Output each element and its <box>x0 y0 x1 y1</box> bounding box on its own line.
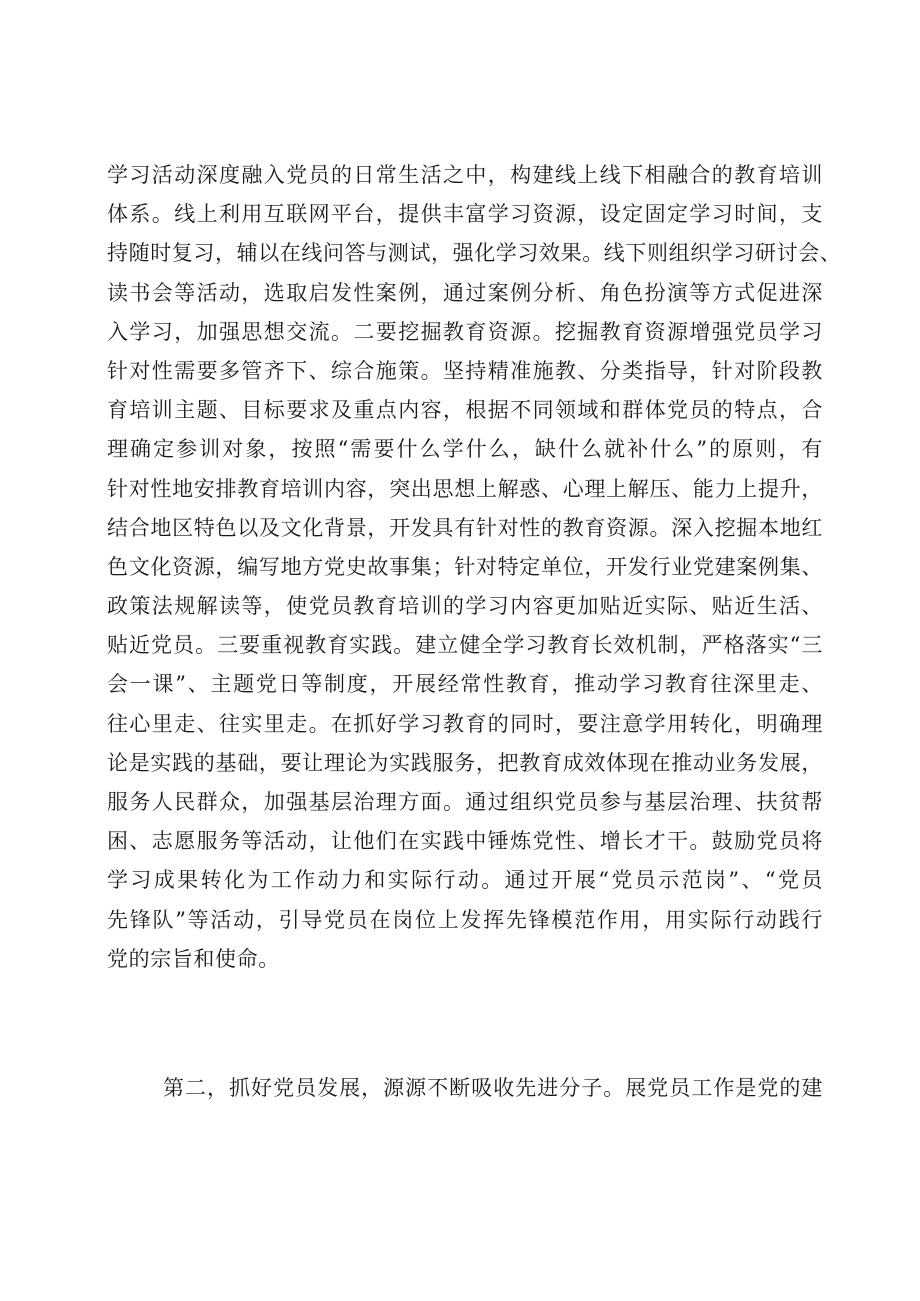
text-line: 第二，抓好党员发展，源源不断吸收先进分子。展党员工作是党的建 <box>163 1076 823 1100</box>
text-line: 入学习，加强思想交流。二要挖掘教育资源。挖掘教育资源增强党员学习 <box>107 319 823 344</box>
text-line: 针对性地安排教育培训内容，突出思想上解惑、心理上解压、能力上提升， <box>107 476 823 501</box>
text-line: 色文化资源，编写地方党史故事集；针对特定单位，开发行业党建案例集、 <box>107 554 823 579</box>
text-line: 论是实践的基础，要让理论为实践服务，把教育成效体现在推动业务发展， <box>107 750 823 775</box>
text-line: 困、志愿服务等活动，让他们在实践中锤炼党性、增长才干。鼓励党员将 <box>107 829 823 854</box>
text-line: 育培训主题、目标要求及重点内容，根据不同领域和群体党员的特点，合 <box>107 398 823 423</box>
text-line: 党的宗旨和使命。 <box>107 946 280 971</box>
text-line: 学习活动深度融入党员的日常生活之中，构建线上线下相融合的教育培训 <box>107 163 823 187</box>
text-line: 理确定参训对象，按照“需要什么学什么，缺什么就补什么”的原则，有 <box>107 437 823 462</box>
text-line: 贴近党员。三要重视教育实践。建立健全学习教育长效机制，严格落实“三 <box>107 633 823 658</box>
text-line: 会一课”、主题党日等制度，开展经常性教育，推动学习教育往深里走、 <box>107 672 823 697</box>
text-line: 先锋队”等活动，引导党员在岗位上发挥先锋模范作用，用实际行动践行 <box>107 907 823 932</box>
text-line: 政策法规解读等，使党员教育培训的学习内容更加贴近实际、贴近生活、 <box>107 594 823 619</box>
text-line: 体系。线上利用互联网平台，提供丰富学习资源，设定固定学习时间，支 <box>107 202 823 227</box>
text-line: 学习成果转化为工作动力和实际行动。通过开展“党员示范岗”、“党员 <box>107 868 823 893</box>
text-line: 服务人民群众，加强基层治理方面。通过组织党员参与基层治理、扶贫帮 <box>107 790 823 814</box>
paragraph-2 <box>107 1069 823 1108</box>
text-line: 针对性需要多管齐下、综合施策。坚持精准施教、分类指导，针对阶段教 <box>107 358 823 383</box>
paragraph-1 <box>107 156 842 979</box>
text-line: 持随时复习，辅以在线问答与测试，强化学习效果。线下则组织学习研讨会、 <box>107 241 842 266</box>
text-line: 读书会等活动，选取启发性案例，通过案例分析、角色扮演等方式促进深 <box>107 280 823 305</box>
text-line: 往心里走、往实里走。在抓好学习教育的同时，要注意学用转化，明确理 <box>107 711 823 736</box>
text-line: 结合地区特色以及文化背景，开发具有针对性的教育资源。深入挖掘本地红 <box>107 515 823 540</box>
